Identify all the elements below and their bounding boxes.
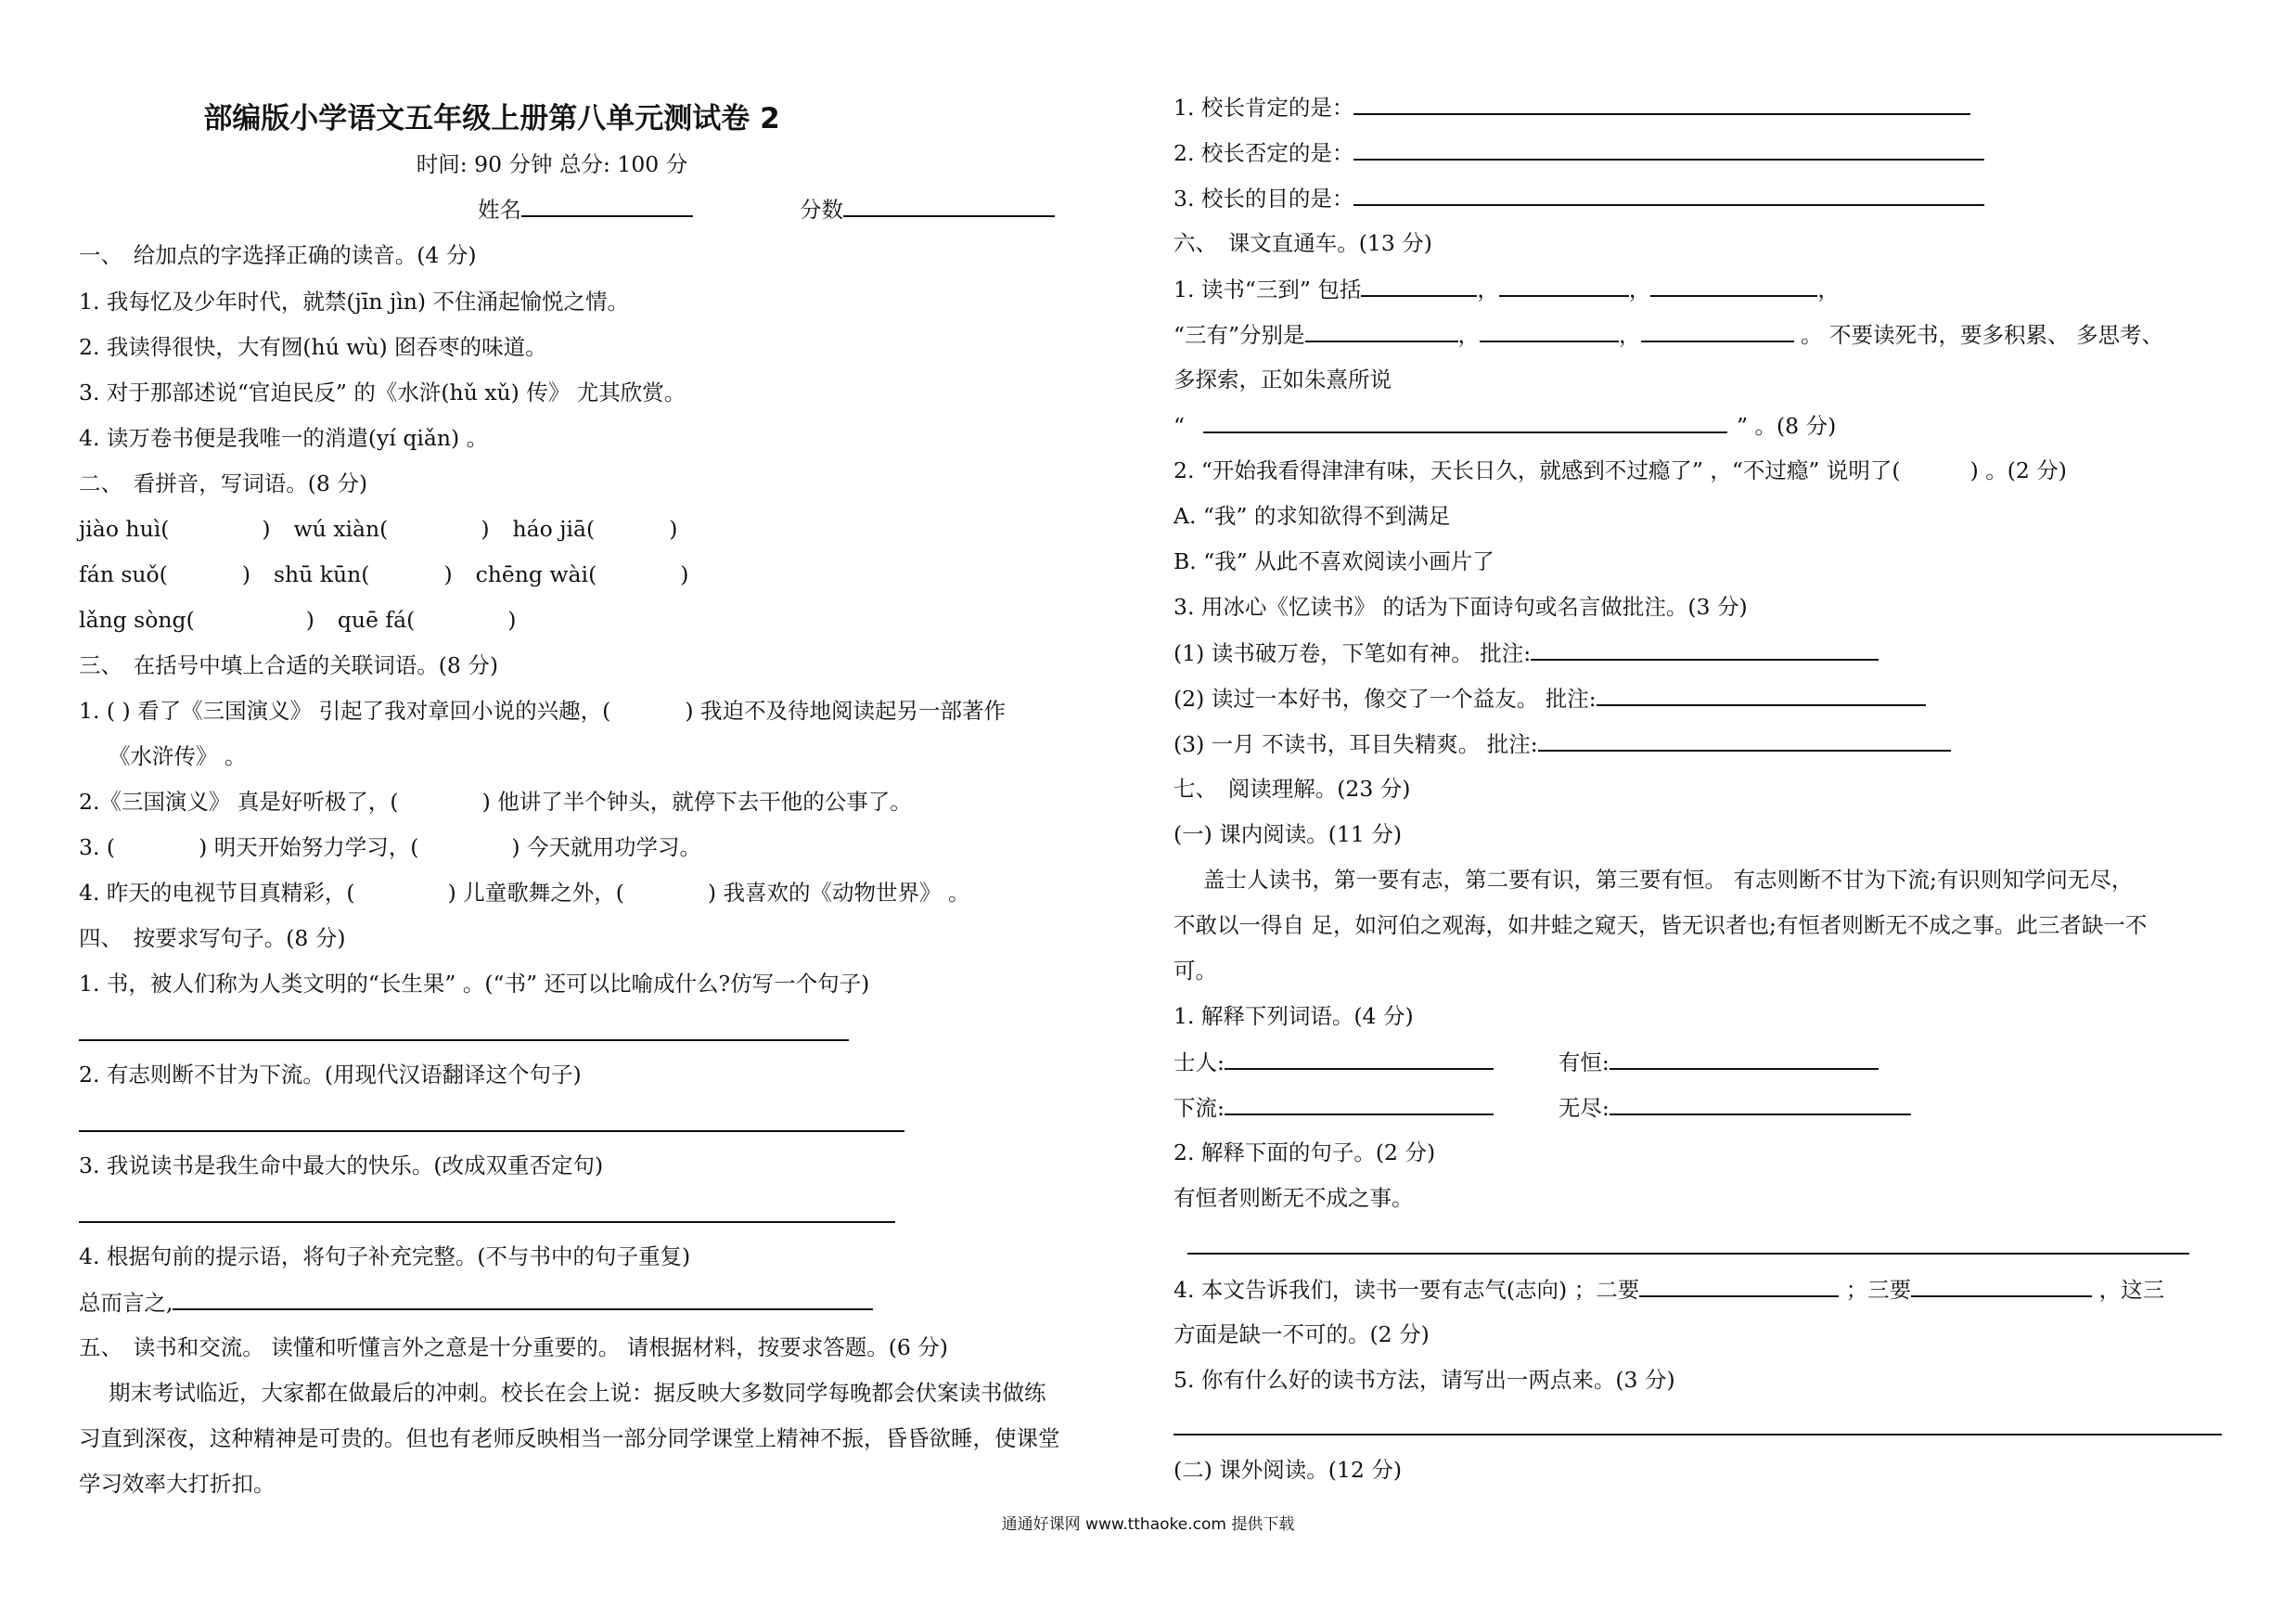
s3-item-1: 1. ( ) 看了《三国演义》 引起了我对章回小说的兴趣，( ) 我迫不及待地阅读起另一部著作 <box>79 698 1006 724</box>
pinyin-langsong: lǎng sòng <box>79 607 186 633</box>
s7-q2-sentence: 有恒者则断无不成之事。 <box>1174 1185 1414 1211</box>
s5-q3-blank[interactable] <box>1353 184 1984 206</box>
s5-q1-blank[interactable] <box>1353 93 1970 115</box>
s4-item-3: 3. 我说读书是我生命中最大的快乐。(改成双重否定句) <box>79 1152 604 1178</box>
s3-item-1-cont: 《水浒传》 。 <box>109 743 247 769</box>
s3-item-4: 4. 昨天的电视节目真精彩，( ) 儿童歌舞之外，( ) 我喜欢的《动物世界》 。 <box>79 880 970 906</box>
s6-item-2-option-a: A. “我” 的求知欲得不到满足 <box>1174 503 1451 529</box>
s6-item-3-2: (2) 读过一本好书，像交了一个益友。 批注: <box>1174 684 1926 712</box>
s4-answer-line-1[interactable] <box>79 1039 849 1041</box>
s5-q1: 1. 校长肯定的是： <box>1174 93 1970 121</box>
s7-q2: 2. 解释下面的句子。(2 分) <box>1174 1139 1436 1165</box>
s7-q1: 1. 解释下列词语。(4 分) <box>1174 1003 1414 1029</box>
pinyin-haojia: háo jiā <box>512 516 587 542</box>
s6-item-3: 3. 用冰心《忆读书》 的话为下面诗句或名言做批注。(3 分) <box>1174 594 1748 620</box>
pinyin-fansuo: fán suǒ <box>79 561 160 587</box>
s6-item-1-c: 多探索，正如朱熹所说 <box>1174 367 1392 393</box>
time-info: 时间: 90 分钟 总分: 100 分 <box>416 151 688 177</box>
section-5-heading: 五、 读书和交流。 读懂和听懂言外之意是十分重要的。 请根据材料，按要求答题。(6 分) <box>79 1334 948 1360</box>
s5-q2-blank[interactable] <box>1353 138 1984 161</box>
s6-quote-blank[interactable] <box>1203 411 1727 433</box>
score-label: 分数 <box>799 197 843 223</box>
section-7-heading: 七、 阅读理解。(23 分) <box>1174 776 1411 802</box>
s1-item-3: 3. 对于那部述说“官迫民反” 的《水浒(hǔ xǔ) 传》 尤其欣赏。 <box>79 380 686 406</box>
pinyin-shukun: shū kūn <box>273 561 362 587</box>
s7-q4: 4. 本文告诉我们，读书一要有志气(志向) ；二要 ；三要 ，这三 <box>1174 1277 2165 1303</box>
s4-item-1: 1. 书，被人们称为人类文明的“长生果” 。(“书” 还可以比喻成什么?仿写一个句子) <box>79 971 870 997</box>
pinyin-row-2: fán suǒ( ) shū kūn( ) chēng wài( ) <box>79 561 689 587</box>
s7-part-1-heading: (一) 课内阅读。(11 分) <box>1174 821 1403 847</box>
s5-passage-line-3: 学习效率大打折扣。 <box>79 1471 276 1497</box>
s6-item-1: 1. 读书“三到” 包括 ， ， ， <box>1174 277 1840 303</box>
s7-q4-cont: 方面是缺一不可的。(2 分) <box>1174 1321 1430 1347</box>
section-2-heading: 二、 看拼音，写词语。(8 分) <box>79 470 368 496</box>
s5-passage-line-1: 期末考试临近，大家都在做最后的冲刺。校长在会上说：据反映大多数同学每晚都会伏案读书做练 <box>109 1380 1046 1406</box>
s4-item-4-fill: 总而言之, <box>79 1288 873 1316</box>
section-6-heading: 六、 课文直通车。(13 分) <box>1174 230 1432 256</box>
s7-passage-line-1: 盖士人读书，第一要有志，第二要有识，第三要有恒。 有志则断不甘为下流;有识则知学问无尽， <box>1203 867 2134 893</box>
name-label: 姓名 <box>478 197 521 223</box>
s3-item-3: 3. ( ) 明天开始努力学习，( ) 今天就用功学习。 <box>79 834 702 860</box>
s6-item-1-quote: “ ” 。(8 分) <box>1174 413 1837 439</box>
s7-passage-line-3: 可。 <box>1174 958 1217 984</box>
s6-item-3-1: (1) 读书破万卷，下笔如有神。 批注: <box>1174 638 1879 666</box>
s6-item-3-3: (3) 一月 不读书，耳目失精爽。 批注: <box>1174 729 1951 757</box>
pinyin-row-3: lǎng sòng( ) quē fá( ) <box>79 607 517 633</box>
s7-q1-row-2: 下流: 无尽: <box>1174 1093 1911 1121</box>
s4-answer-line-2[interactable] <box>79 1130 904 1132</box>
section-3-heading: 三、 在括号中填上合适的关联词语。(8 分) <box>79 652 499 678</box>
s6-item-2: 2. “开始我看得津津有味，天长日久，就感到不过瘾了” ，“不过瘾” 说明了( ) 。(2 分) <box>1174 457 2067 483</box>
section-1-heading: 一、 给加点的字选择正确的读音。(4 分) <box>79 242 477 268</box>
pinyin-quefa: quē fá <box>337 607 407 633</box>
score-blank[interactable] <box>843 195 1055 217</box>
s4-item-2: 2. 有志则断不甘为下流。(用现代汉语翻译这个句子) <box>79 1062 582 1088</box>
pinyin-chengwai: chēng wài <box>475 561 589 587</box>
s7-part-2-heading: (二) 课外阅读。(12 分) <box>1174 1457 1403 1483</box>
s1-item-2: 2. 我读得很快，大有囫(hú wù) 囵吞枣的味道。 <box>79 334 547 360</box>
s7-q5: 5. 你有什么好的读书方法，请写出一两点来。(3 分) <box>1174 1367 1675 1393</box>
s3-item-2: 2.《三国演义》 真是好听极了，( ) 他讲了半个钟头，就停下去干他的公事了。 <box>79 789 912 815</box>
section-4-heading: 四、 按要求写句子。(8 分) <box>79 925 346 951</box>
s6-item-1-b: “三有”分别是 ， ， 。 不要读死书，要多积累、 多思考、 <box>1174 322 2163 348</box>
s6-item-2-option-b: B. “我” 从此不喜欢阅读小画片了 <box>1174 548 1494 574</box>
s5-q2: 2. 校长否定的是： <box>1174 138 1984 166</box>
pinyin-jiaohui: jiào huì <box>79 516 161 542</box>
name-field[interactable] <box>478 195 1055 223</box>
pinyin-wuxian: wú xiàn <box>293 516 380 542</box>
s7-q5-answer-line[interactable] <box>1174 1434 2222 1435</box>
s1-item-4: 4. 读万卷书便是我唯一的消遣(yí qiǎn) 。 <box>79 425 489 451</box>
pinyin-row-1: jiào huì( ) wú xiàn( ) háo jiā( ) <box>79 516 678 542</box>
s4-item-4: 4. 根据句前的提示语，将句子补充完整。(不与书中的句子重复) <box>79 1243 691 1269</box>
s1-item-1: 1. 我每忆及少年时代，就禁(jīn jìn) 不住涌起愉悦之情。 <box>79 289 630 315</box>
s5-passage-line-2: 习直到深夜，这种精神是可贵的。但也有老师反映相当一部分同学课堂上精神不振，昏昏欲睡，使课堂 <box>79 1425 1060 1451</box>
s7-q1-row-1: 士人: 有恒: <box>1174 1048 1879 1075</box>
name-blank[interactable] <box>521 195 693 217</box>
s7-q2-answer-line[interactable] <box>1187 1253 2189 1255</box>
s5-q3: 3. 校长的目的是： <box>1174 184 1984 212</box>
s7-passage-line-2: 不敢以一得自 足，如河伯之观海，如井蛙之窥天，皆无识者也;有恒者则断无不成之事。此三者缺一不 <box>1174 912 2148 938</box>
footer-credit: 通通好课网 www.tthaoke.com 提供下载 <box>1001 1515 1295 1534</box>
s4-4-blank[interactable] <box>173 1288 873 1310</box>
s4-answer-line-3[interactable] <box>79 1221 895 1223</box>
exam-title: 部编版小学语文五年级上册第八单元测试卷 2 <box>203 102 780 135</box>
